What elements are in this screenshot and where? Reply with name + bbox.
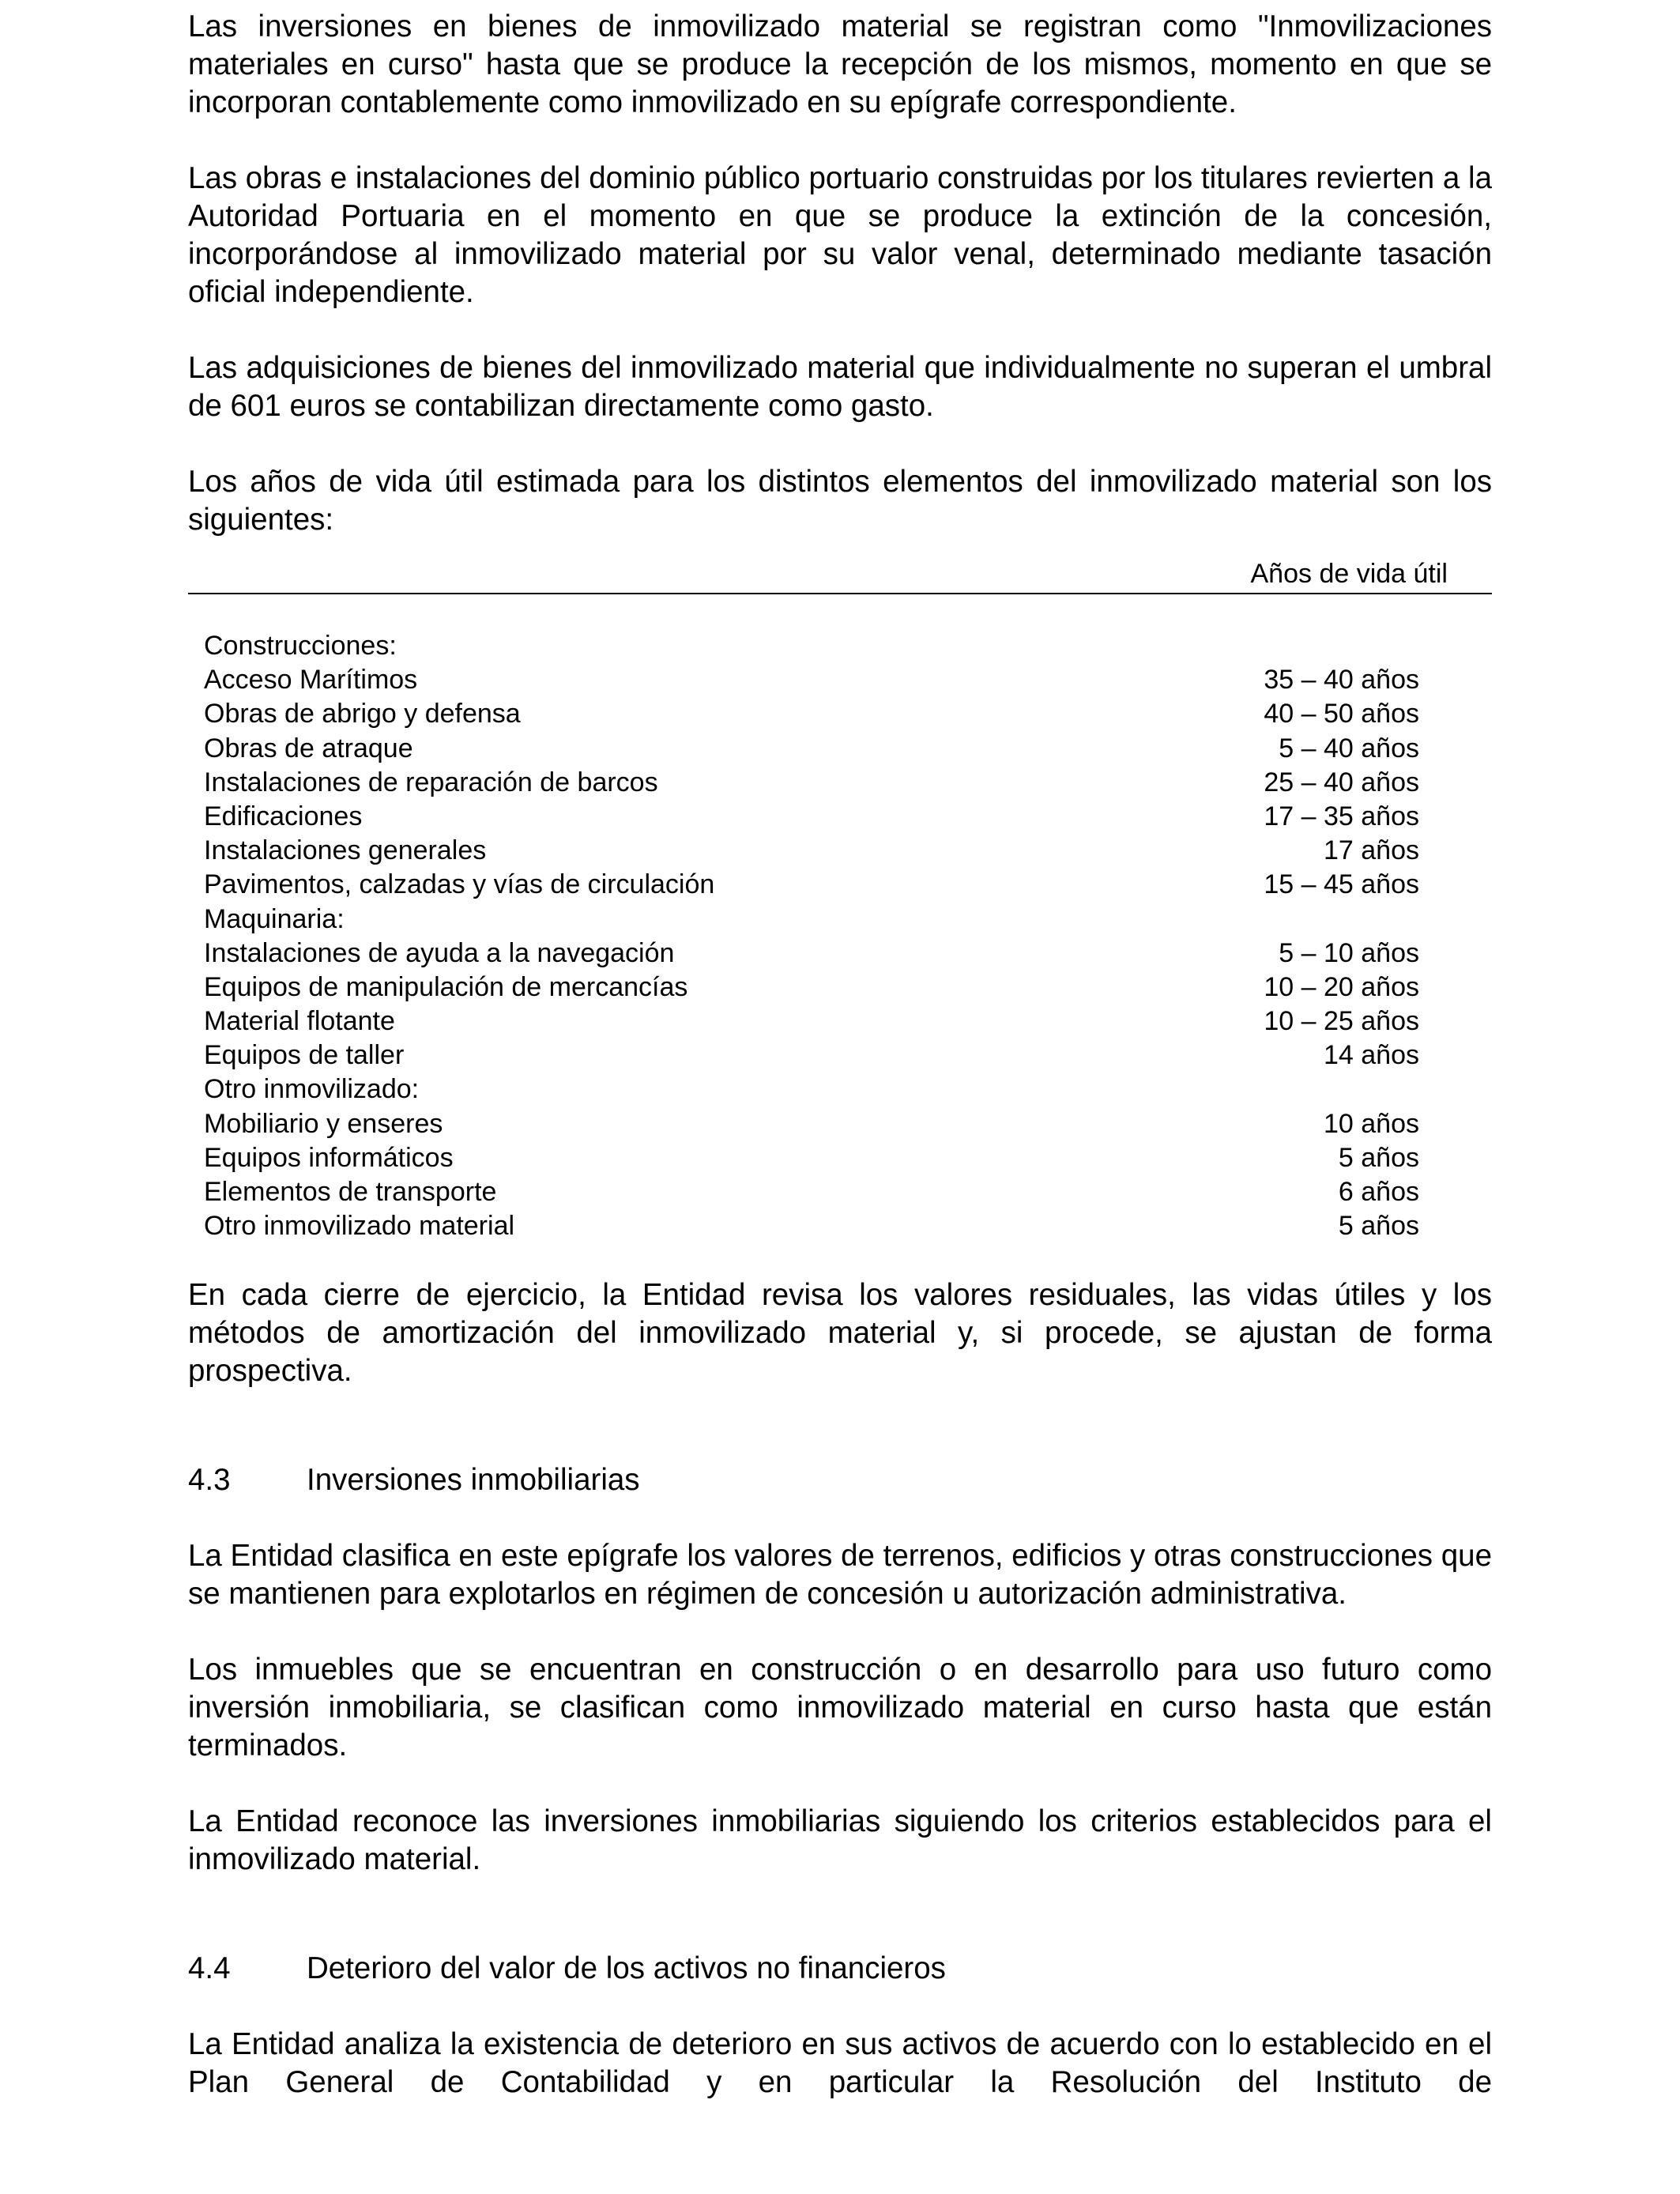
table-row	[204, 1175, 1419, 1209]
table-row	[204, 903, 1419, 937]
table-row	[204, 1107, 1419, 1141]
row-value: 5 años	[1338, 1142, 1419, 1173]
row-label: Acceso Marítimos	[204, 665, 418, 696]
section-title: Deterioro del valor de los activos no financieros	[307, 1951, 946, 1986]
paragraph: La Entidad reconoce las inversiones inmobiliarias siguiendo los criterios establecidos para el inmovilizado material.	[188, 1804, 1492, 1877]
row-label: Otro inmovilizado material	[204, 1211, 515, 1242]
table-row	[204, 937, 1419, 971]
table-row	[204, 1039, 1419, 1072]
row-label: Obras de abrigo y defensa	[204, 699, 521, 729]
row-value: 14 años	[1324, 1040, 1419, 1071]
paragraph: Los inmuebles que se encuentran en construcción o en desarrollo para uso futuro como inversión inmobiliaria, se clasifican como inmovilizado material en curso hasta que están terminados.	[188, 1653, 1492, 1763]
section-number: 4.4	[188, 1951, 231, 1986]
paragraph: Los años de vida útil estimada para los distintos elementos del inmovilizado material son los siguientes:	[188, 465, 1492, 537]
row-label: Instalaciones de ayuda a la navegación	[204, 937, 675, 968]
table-header	[188, 547, 1492, 594]
row-value: 10 – 20 años	[1264, 971, 1419, 1002]
table-row	[204, 800, 1419, 834]
row-label: Edificaciones	[204, 801, 363, 831]
row-value: 17 – 35 años	[1264, 801, 1419, 831]
section-heading-4-3	[188, 1461, 1492, 1499]
column-header: Años de vida útil	[1250, 559, 1448, 589]
row-value: 10 – 25 años	[1264, 1006, 1419, 1037]
row-value: 17 años	[1324, 835, 1419, 866]
table-row	[204, 1072, 1419, 1106]
row-label: Mobiliario y enseres	[204, 1108, 443, 1139]
table-row	[204, 663, 1419, 697]
table-row	[204, 732, 1419, 766]
table-row	[204, 1141, 1419, 1175]
table-body	[188, 629, 1492, 1243]
table-row	[204, 766, 1419, 800]
paragraph: Las adquisiciones de bienes del inmovilizado material que individualmente no superan el umbral de 601 euros se contabilizan directamente como gasto.	[188, 351, 1492, 423]
row-label: Equipos informáticos	[204, 1142, 454, 1173]
paragraph: En cada cierre de ejercicio, la Entidad revisa los valores residuales, las vidas útiles y los métodos de amortización del inmovilizado material y, si procede, se ajustan de forma prospectiva.	[188, 1278, 1492, 1389]
table-row	[204, 1209, 1419, 1243]
useful-life-table	[188, 547, 1492, 1243]
row-value: 35 – 40 años	[1264, 665, 1419, 696]
row-value: 15 – 45 años	[1264, 869, 1419, 900]
section-title: Inversiones inmobiliarias	[307, 1463, 640, 1498]
row-label: Construcciones:	[204, 631, 397, 661]
row-value: 25 – 40 años	[1264, 767, 1419, 797]
row-label: Pavimentos, calzadas y vías de circulación	[204, 869, 715, 900]
row-label: Elementos de transporte	[204, 1177, 497, 1207]
row-label: Instalaciones generales	[204, 835, 487, 866]
row-value: 10 años	[1324, 1108, 1419, 1139]
row-label: Maquinaria:	[204, 903, 345, 934]
row-label: Obras de atraque	[204, 733, 413, 763]
row-label: Otro inmovilizado:	[204, 1074, 420, 1105]
row-value: 5 años	[1338, 1211, 1419, 1242]
paragraph: La Entidad analiza la existencia de deterioro en sus activos de acuerdo con lo establecido en el Plan General de Contabilidad y en particular la Resolución del Instituto de	[188, 2027, 1492, 2100]
row-label: Equipos de manipulación de mercancías	[204, 971, 688, 1002]
row-value: 6 años	[1338, 1177, 1419, 1207]
row-value: 5 – 40 años	[1279, 733, 1419, 763]
paragraph: Las inversiones en bienes de inmovilizado material se registran como "Inmovilizaciones materiales en curso" hasta que se produce la recepción de los mismos, momento en que se incorporan contablemente como inmovilizado en su epígrafe correspondiente.	[188, 9, 1492, 119]
paragraph: La Entidad clasifica en este epígrafe los valores de terrenos, edificios y otras construcciones que se mantienen para explotarlos en régimen de concesión u autorización administrativa.	[188, 1539, 1492, 1612]
table-row	[204, 1005, 1419, 1039]
section-heading-4-4	[188, 1950, 1492, 1988]
table-row	[204, 971, 1419, 1005]
table-row	[204, 868, 1419, 902]
document-page	[188, 8, 1492, 2139]
row-label: Instalaciones de reparación de barcos	[204, 767, 658, 797]
row-label: Material flotante	[204, 1006, 395, 1037]
row-value: 40 – 50 años	[1264, 699, 1419, 729]
table-row	[204, 629, 1419, 663]
table-row	[204, 834, 1419, 868]
row-value: 5 – 10 años	[1279, 937, 1419, 968]
row-label: Equipos de taller	[204, 1040, 405, 1071]
section-number: 4.3	[188, 1463, 231, 1498]
table-row	[204, 697, 1419, 731]
paragraph: Las obras e instalaciones del dominio público portuario construidas por los titulares revierten a la Autoridad Portuaria en el momento en que se produce la extinción de la concesión, incorporándose al inmovilizado material por su valor venal, determinado mediante tasación oficial independiente.	[188, 161, 1492, 309]
